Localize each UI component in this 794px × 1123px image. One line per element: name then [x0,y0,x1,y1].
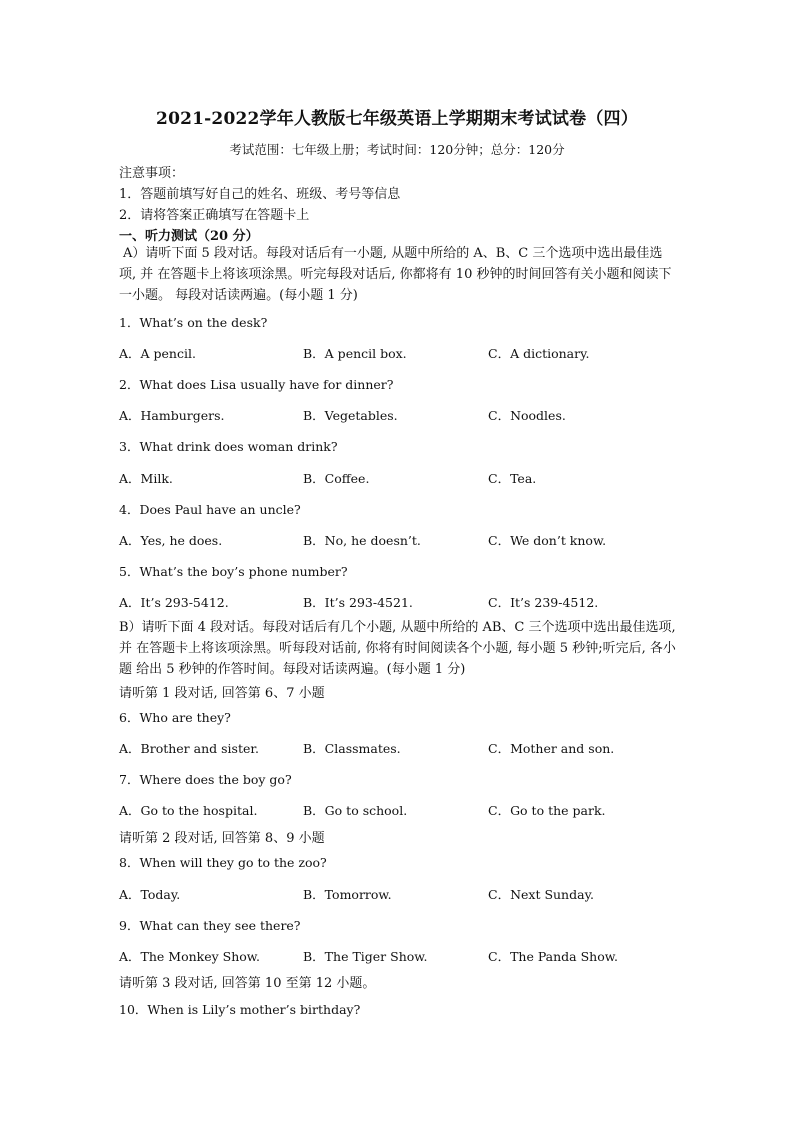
question-text: 4．Does Paul have an uncle? [119,502,301,517]
option-b: B．Vegetables. [303,408,398,423]
option-a: A．Today. [119,887,181,902]
question-text: 1．What’s on the desk? [119,315,268,330]
option-b: B．Coffee. [303,471,370,486]
dialog-instruction: 请听第 2 段对话, 回答第 8、9 小题 [119,831,325,846]
option-a: A．Milk. [119,471,173,486]
notice-item: 2．请将答案正确填写在答题卡上 [119,208,310,223]
option-c: C．The Panda Show. [488,949,618,964]
question-text: 8．When will they go to the zoo? [119,855,327,870]
option-b: B．Go to school. [303,803,408,818]
option-a: A．The Monkey Show. [119,949,260,964]
question-text: 10．When is Lily’s mother’s birthday? [119,1002,361,1017]
question-text: 6．Who are they? [119,710,231,725]
option-c: C．It’s 239-4512. [488,595,599,610]
option-b: B．Tomorrow. [303,887,392,902]
options-row [119,406,679,424]
options-row [119,531,679,549]
option-c: C．We don’t know. [488,533,607,548]
dialog-instruction: 请听第 3 段对话, 回答第 10 至第 12 小题。 [119,976,376,991]
notice-item: 1．答题前填写好自己的姓名、班级、考号等信息 [119,187,401,202]
options-row [119,739,679,757]
part-b-instructions: B）请听下面 4 段对话。每段对话后有几个小题, 从题中所给的 AB、C 三个选项中选出最佳选项, 并 在答题卡上将该项涂黑。听每段对话前, 你将有时间阅读各个小题, 每小题 5 秒钟;听完后, 各小题 给出 5 秒钟的作答时间。每段对话读两遍。(每小题 1 分) [119,620,676,677]
part-a-instructions: A）请听下面 5 段对话。每段对话后有一小题, 从题中所给的 A、B、C 三个选项中选出最佳选项, 并 在答题卡上将该项涂黑。听完每段对话后, 你都将有 10 秒钟的时间回答有关小题和阅读下一小题。 每段对话读两遍。(每小题 1 分) [119,246,672,303]
notice-heading: 注意事项： [119,166,185,181]
page-title: 2021-2022学年人教版七年级英语上学期期末考试试卷（四） [156,109,638,129]
exam-info: 考试范围：七年级上册；考试时间：120分钟；总分：120分 [229,142,565,157]
option-a: A．Yes, he does. [119,533,223,548]
option-c: C．Tea. [488,471,537,486]
question-text: 5．What’s the boy’s phone number? [119,564,348,579]
option-c: C．Go to the park. [488,803,606,818]
option-b: B．A pencil box. [303,346,407,361]
option-b: B．No, he doesn’t. [303,533,421,548]
option-a: A．Hamburgers. [119,408,225,423]
option-b: B．The Tiger Show. [303,949,428,964]
dialog-instruction: 请听第 1 段对话, 回答第 6、7 小题 [119,686,325,701]
question-text: 9．What can they see there? [119,918,301,933]
option-c: C．Mother and son. [488,741,615,756]
options-row [119,469,679,487]
option-c: C．A dictionary. [488,346,590,361]
options-row [119,344,679,362]
section-heading: 一、听力测试（20 分） [119,229,259,244]
option-c: C．Noodles. [488,408,566,423]
option-a: A．A pencil. [119,346,196,361]
options-row [119,947,679,965]
question-text: 7．Where does the boy go? [119,772,292,787]
option-a: A．Brother and sister. [119,741,259,756]
option-b: B．It’s 293-4521. [303,595,413,610]
question-text: 3．What drink does woman drink? [119,439,338,454]
option-b: B．Classmates. [303,741,401,756]
options-row [119,801,679,819]
options-row [119,885,679,903]
options-row [119,593,679,611]
option-c: C．Next Sunday. [488,887,594,902]
option-a: A．Go to the hospital. [119,803,258,818]
option-a: A．It’s 293-5412. [119,595,229,610]
question-text: 2．What does Lisa usually have for dinner? [119,377,394,392]
